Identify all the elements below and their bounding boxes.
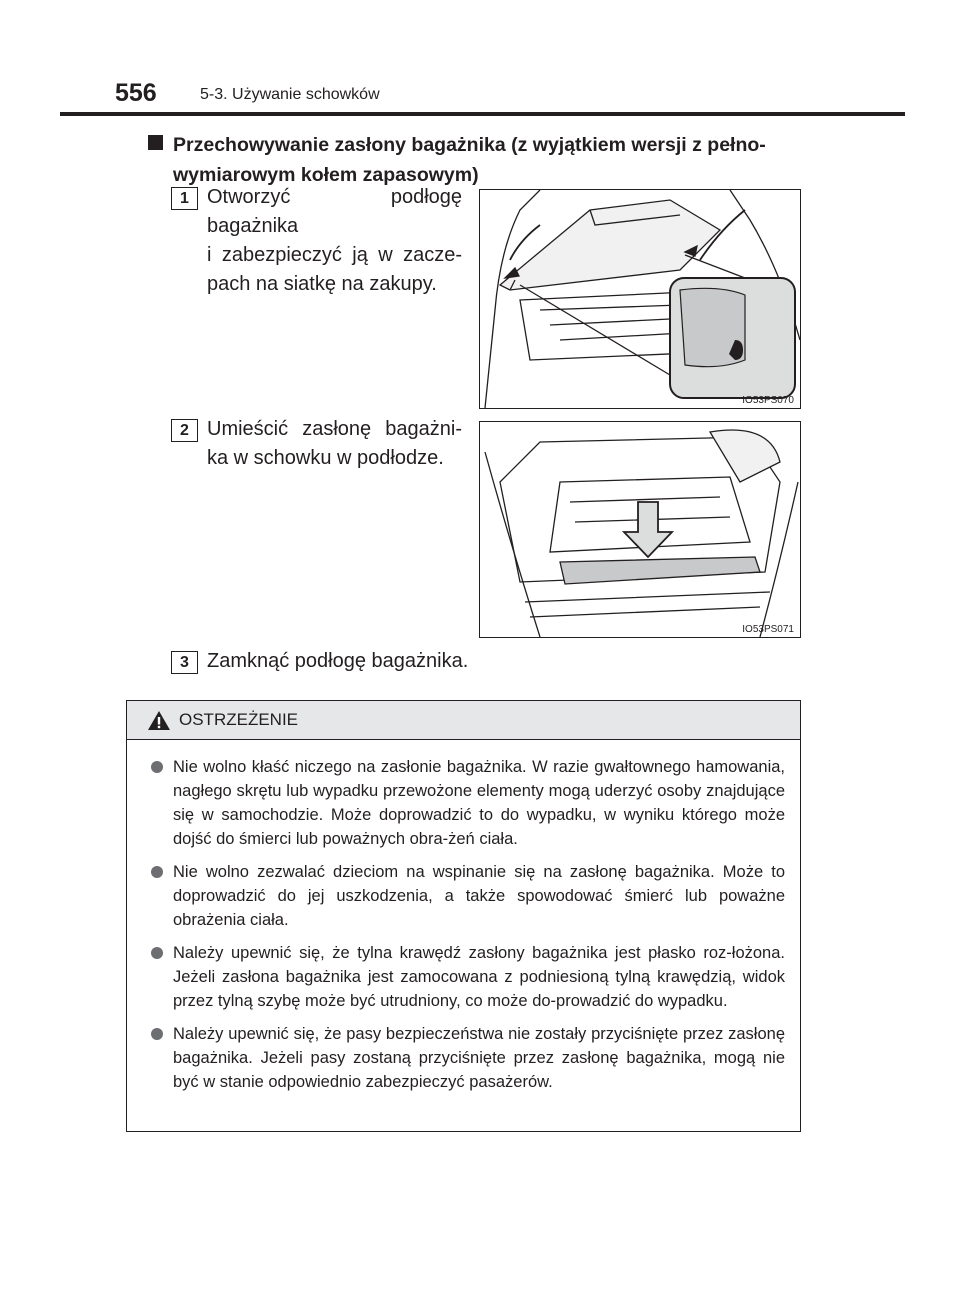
warning-title: OSTRZEŻENIE — [179, 710, 299, 729]
round-bullet-icon — [151, 866, 163, 878]
step-number-1: 1 — [171, 187, 198, 210]
step-text-2 — [207, 415, 462, 473]
subheading-line-2: wymiarowym kołem zapasowym) — [173, 164, 479, 186]
page-header — [115, 78, 905, 112]
warning-item — [145, 1022, 785, 1094]
round-bullet-icon — [151, 761, 163, 773]
warning-box — [126, 700, 801, 1132]
warning-item-text: Nie wolno kłaść niczego na zasłonie bagażnika. W razie gwałtownego hamowania, nagłego skrętu lub wypadku przewożone elementy mogą uderzyć osoby znajdujące się w samochodzie. Może doprowadzić to do wypadku, w wyniku którego może dojść do śmierci lub poważnych obra-żeń ciała. — [173, 758, 785, 848]
warning-item-text: Należy upewnić się, że pasy bezpieczeństwa nie zostały przyciśnięte przez zasłonę bagażnika. Jeżeli pasy zostaną przyciśnięte przez zasłonę bagażnika, mogą nie być w stanie odpowiednio zabezpieczyć pasażerów. — [173, 1025, 785, 1091]
warning-item — [145, 755, 785, 851]
page-number: 556 — [115, 79, 157, 107]
warning-item — [145, 941, 785, 1013]
figure-trunk-floor-storage — [479, 421, 801, 638]
trunk-illustration-2 — [480, 422, 800, 637]
step-text-3 — [207, 647, 507, 676]
round-bullet-icon — [151, 947, 163, 959]
section-title: 5-3. Używanie schowków — [200, 86, 380, 103]
figure-code-2: IO53PS071 — [742, 624, 794, 635]
step-1-line-2: i zabezpieczyć ją w zacze- — [207, 244, 462, 266]
figure-code-1: IO53PS070 — [742, 395, 794, 406]
round-bullet-icon — [151, 1028, 163, 1040]
subheading — [148, 130, 813, 190]
square-bullet-icon — [148, 135, 163, 150]
warning-list — [145, 755, 785, 1103]
trunk-illustration-1 — [480, 190, 800, 408]
down-arrow-icon — [624, 502, 672, 557]
warning-item-text: Należy upewnić się, że tylna krawędź zasłony bagażnika jest płasko roz-łożona. Jeżeli zasłona bagażnika jest zamocowana z podniesioną tylną krawędzią, widok przez tylną szybę może być utrudniony, co może do-prowadzić do wypadku. — [173, 944, 785, 1010]
step-3-line-1: Zamknąć podłogę bagażnika. — [207, 650, 469, 672]
step-2-line-1: Umieścić zasłonę bagażni- — [207, 418, 462, 440]
step-1-line-1: Otworzyć podłogę bagażnika — [207, 186, 462, 237]
step-2-line-2: ka w schowku w podłodze. — [207, 447, 444, 469]
warning-item-text: Nie wolno zezwalać dzieciom na wspinanie się na zasłonę bagażnika. Może to doprowadzić do jej uszkodzenia, a także spowodować śmierć lub poważne obrażenia ciała. — [173, 863, 785, 929]
step-text-1 — [207, 183, 462, 299]
step-1-line-3: pach na siatkę na zakupy. — [207, 273, 437, 295]
header-rule — [60, 112, 905, 116]
subheading-line-1: Przechowywanie zasłony bagażnika (z wyjątkiem wersji z pełno- — [173, 134, 766, 156]
warning-triangle-icon — [147, 710, 171, 731]
step-number-2: 2 — [171, 419, 198, 442]
warning-item — [145, 860, 785, 932]
step-number-3: 3 — [171, 651, 198, 674]
figure-trunk-cover-hooks — [479, 189, 801, 409]
warning-header — [127, 701, 800, 740]
